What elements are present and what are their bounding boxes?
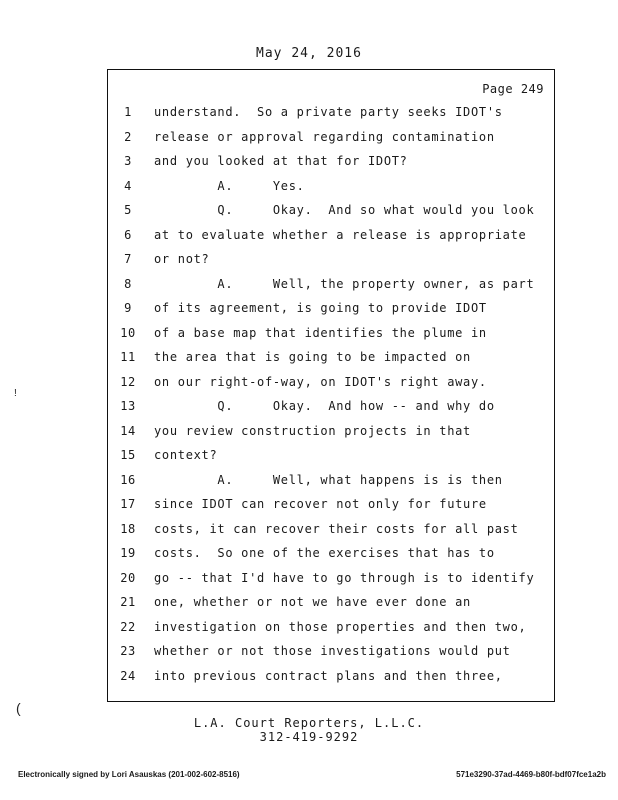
line-number: 21 (120, 595, 136, 609)
page-number-label: Page 249 (482, 82, 544, 96)
line-text: A. Well, what happens is is then (154, 472, 503, 487)
line-number: 2 (124, 129, 132, 144)
line-text: Q. Okay. And so what would you look (154, 203, 535, 217)
line-text: A. Well, the property owner, as part (154, 276, 535, 291)
line-text: and you looked at that for IDOT? (154, 154, 408, 168)
line-number: 14 (120, 423, 136, 438)
line-number: 9 (124, 301, 132, 315)
line-number: 12 (120, 374, 136, 389)
line-number: 16 (120, 472, 136, 487)
line-text: Q. Okay. And how -- and why do (154, 399, 495, 413)
line-number: 15 (120, 448, 136, 462)
line-number: 1 (124, 105, 132, 119)
line-number: 7 (124, 252, 132, 266)
line-text: release or approval regarding contamination (154, 129, 495, 144)
line-number: 22 (120, 619, 136, 634)
line-number: 10 (120, 325, 136, 340)
line-number: 23 (120, 644, 136, 658)
line-text: or not? (154, 252, 210, 266)
margin-mark: ! (14, 388, 17, 399)
line-text: A. Yes. (154, 178, 305, 193)
line-number: 17 (120, 497, 136, 511)
line-text: the area that is going to be impacted on (154, 350, 471, 364)
line-number: 4 (124, 178, 132, 193)
line-text: context? (154, 448, 218, 462)
document-id: 571e3290-37ad-4469-b80f-bdf07fce1a2b (456, 770, 606, 779)
line-text: go -- that I'd have to go through is to identify (154, 570, 535, 585)
line-text: whether or not those investigations would put (154, 644, 511, 658)
line-number: 11 (120, 350, 136, 364)
line-number: 5 (124, 203, 132, 217)
margin-bracket-mark: ( (16, 700, 21, 716)
line-text: investigation on those properties and then two, (154, 619, 527, 634)
line-text: of a base map that identifies the plume in (154, 325, 487, 340)
line-text: one, whether or not we have ever done an (154, 595, 471, 609)
line-text: of its agreement, is going to provide IDOT (154, 301, 487, 315)
electronic-signature-note: Electronically signed by Lori Asauskas (201-002-602-8516) (18, 770, 240, 779)
reporter-name: L.A. Court Reporters, L.L.C. (193, 716, 425, 730)
line-text: you review construction projects in that (154, 423, 471, 438)
line-number: 19 (120, 546, 136, 560)
line-text: at to evaluate whether a release is appropriate (154, 227, 527, 242)
line-number: 3 (124, 154, 132, 168)
line-number: 18 (120, 521, 136, 536)
transcript-frame (107, 69, 555, 702)
page-date: May 24, 2016 (256, 46, 362, 61)
line-number: 24 (120, 668, 136, 683)
line-number: 8 (124, 276, 132, 291)
line-text: understand. So a private party seeks IDOT's (154, 105, 503, 119)
line-text: costs, it can recover their costs for all past (154, 521, 519, 536)
line-number: 20 (120, 570, 136, 585)
line-number: 6 (124, 227, 132, 242)
reporter-phone: 312-419-9292 (259, 730, 359, 744)
line-text: since IDOT can recover not only for future (154, 497, 487, 511)
line-text: on our right-of-way, on IDOT's right away. (154, 374, 487, 389)
line-number: 13 (120, 399, 136, 413)
line-text: costs. So one of the exercises that has to (154, 546, 495, 560)
line-text: into previous contract plans and then three, (154, 668, 503, 683)
